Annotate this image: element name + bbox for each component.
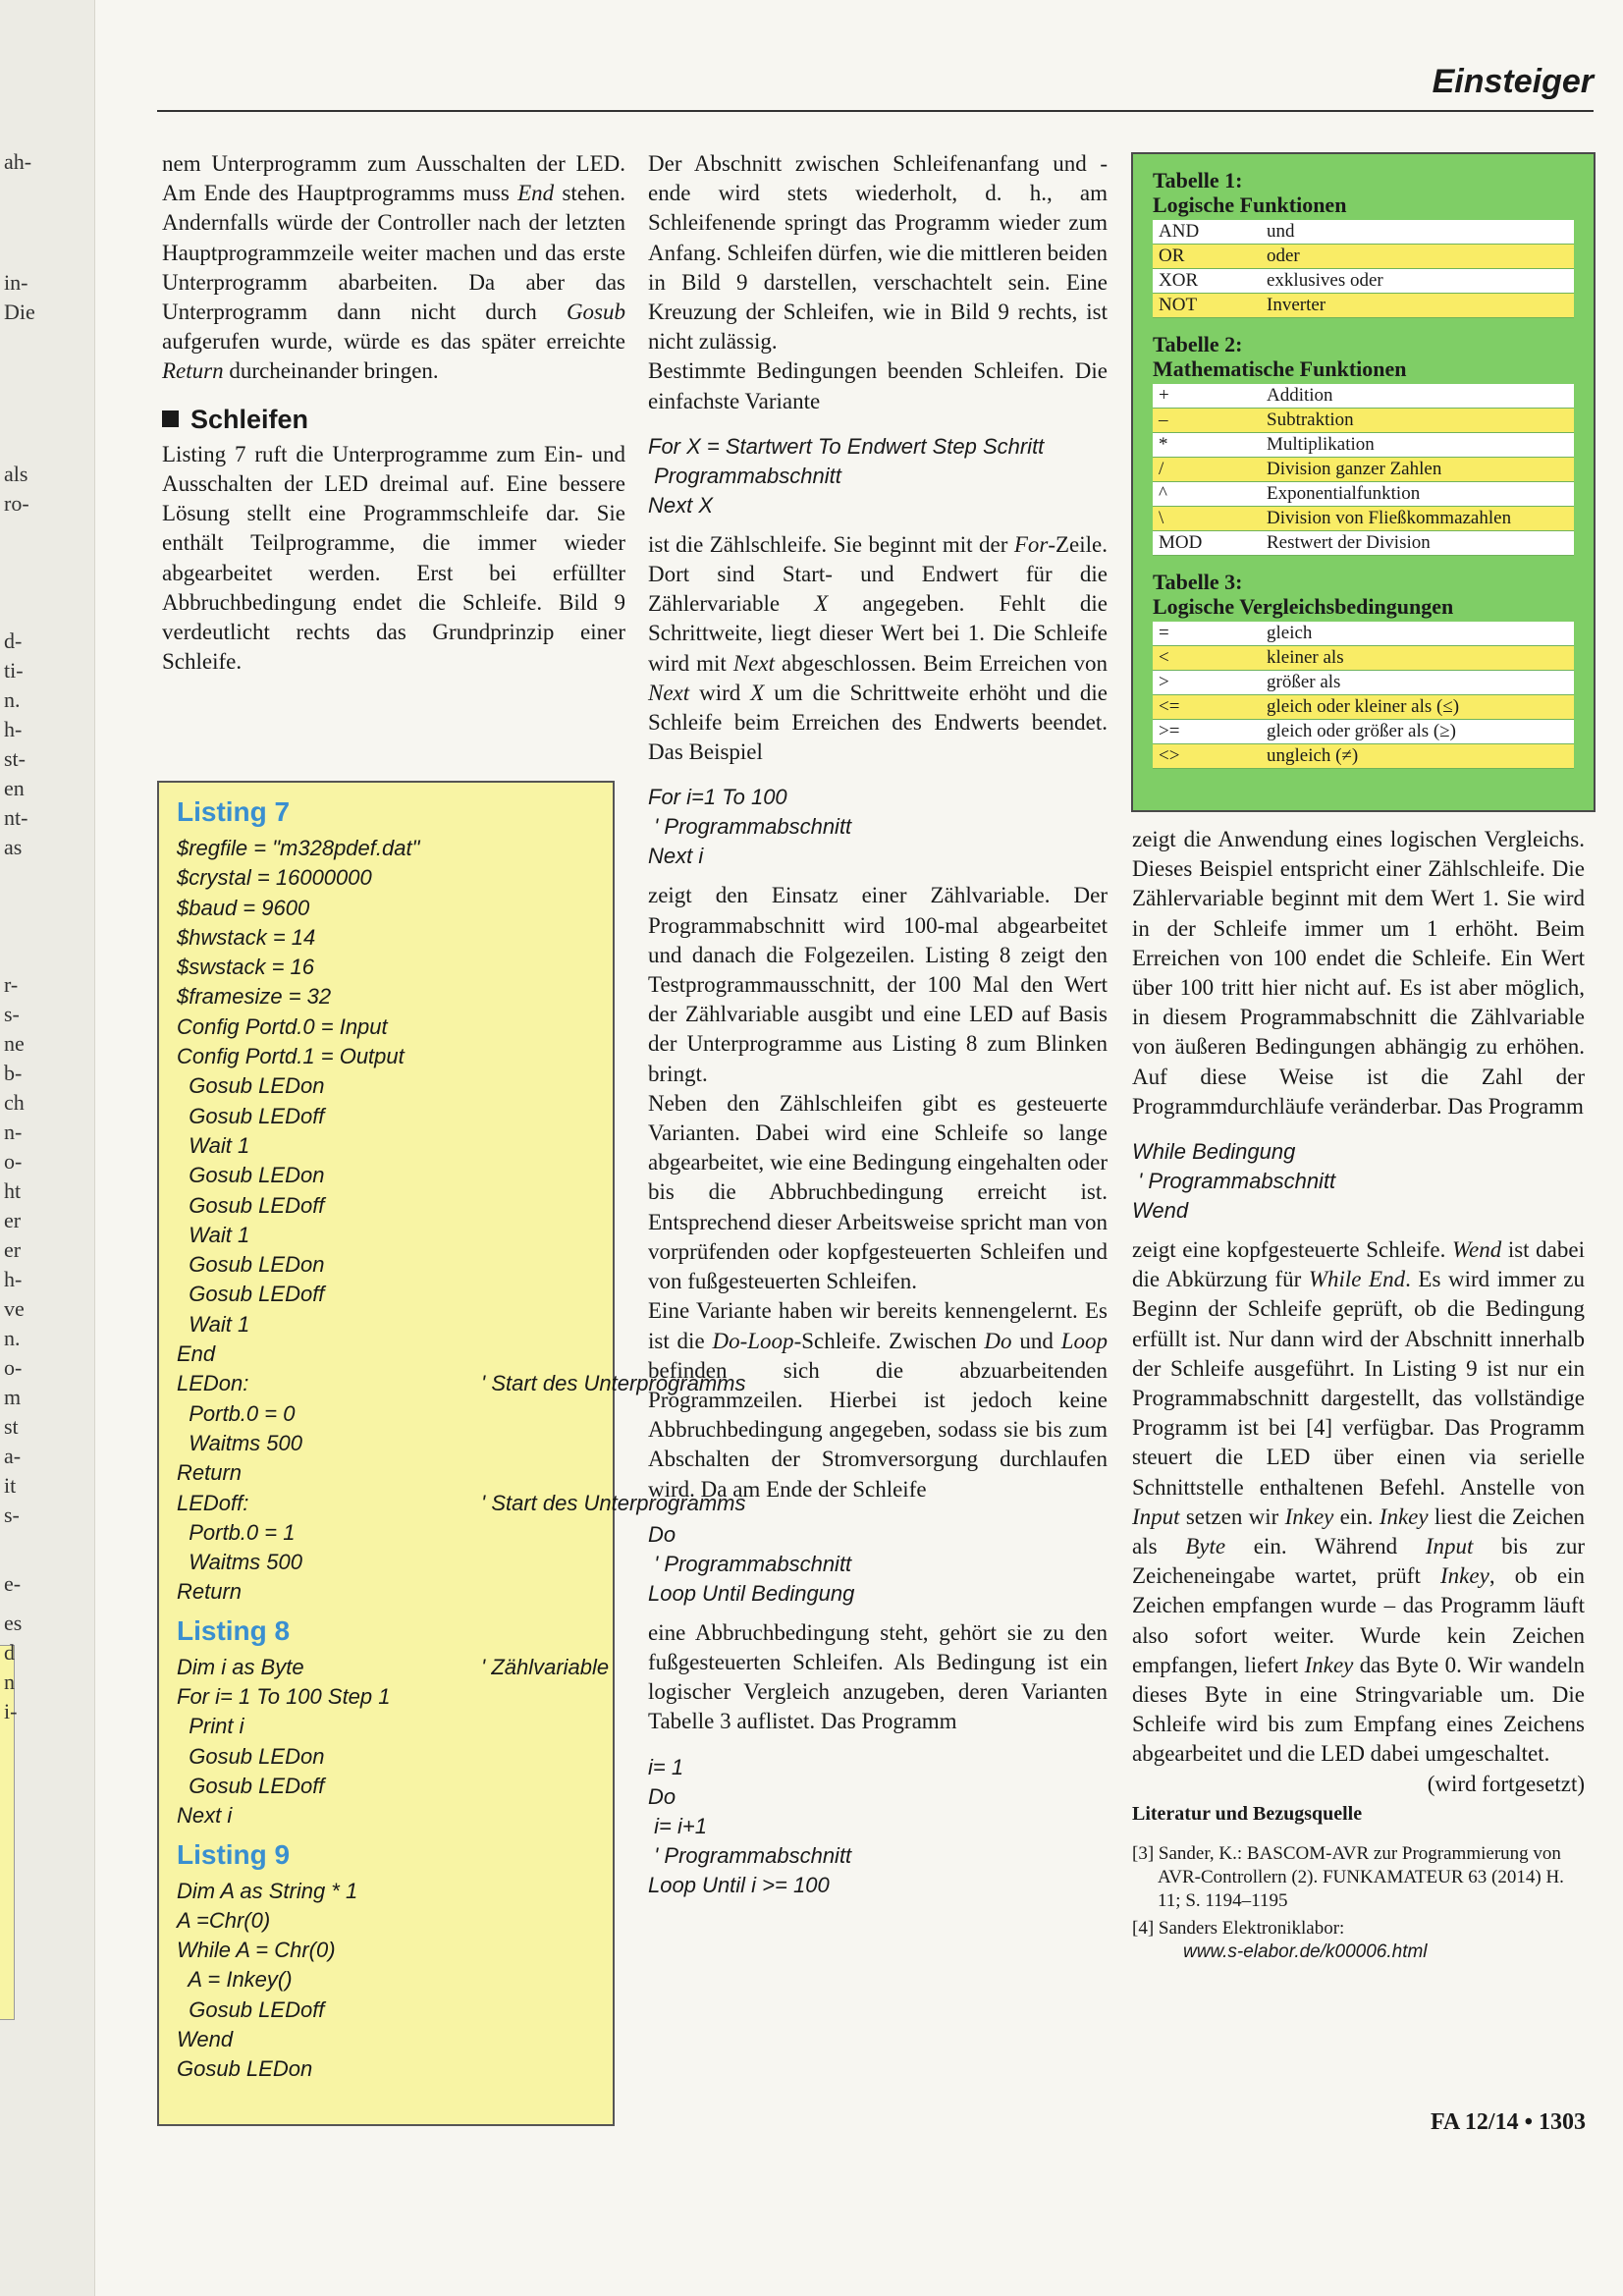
table-row xyxy=(1153,671,1574,695)
code-comment: ' Zählvariable xyxy=(481,1654,610,1679)
code-line: While A = Chr(0) xyxy=(177,1938,336,1963)
code-line: For i=1 To 100 xyxy=(648,785,787,810)
table-1 xyxy=(1153,220,1574,318)
listing-7-code xyxy=(177,834,613,1369)
code-line: Portb.0 = 0 xyxy=(177,1400,296,1426)
square-bullet-icon xyxy=(162,410,179,427)
gutter-fragment: ht xyxy=(4,1178,22,1203)
paragraph: zeigt eine kopfgesteuerte Schleife. Wend ist dabei die Abkürzung für While End. Es wird immer zu Beginn der Schleife geprüft, ob die Bedingung erfüllt ist. Nur dann wird der Abschnitt innerhalb der Schleife ausgeführt. In Listing 9 ist nur ein Programmabschnitt dargestellt, das vollständige Programm ist bei [4] verfügbar. Das Programm steuert die LED über einen via serielle Schnittstelle enthaltenen Befehl. Anstelle von Input setzen wir Inkey ein. Inkey liest die Zeichen als Byte ein. Während Input bis zur Zeicheneingabe wartet, prüft Inkey, ob ein Zeichen empfangen wurde – das Programm läuft also sofort weiter. Wurde kein Zeichen empfangen, liefert Inkey das Byte 0. Wir wandeln dieses Byte in eine Stringvariable um. Die Schleife wird bis zum Empfang eines Zeichens abgearbeitet und die LED dabei umgeschaltet. (wird fortgesetzt) xyxy=(1132,1235,1585,1770)
code-line: i= 1 xyxy=(648,1754,684,1779)
table-cell-description: gleich xyxy=(1261,622,1574,646)
gutter-fragment: er xyxy=(4,1237,22,1262)
code-line: Do xyxy=(648,1783,676,1809)
table-cell-symbol: XOR xyxy=(1153,269,1261,294)
table-1-title: Tabelle 1: Logische Funktionen xyxy=(1153,168,1347,217)
header-rule xyxy=(157,110,1594,112)
table-row xyxy=(1153,433,1574,458)
code-line: i= i+1 xyxy=(648,1813,707,1838)
table-cell-description: Restwert der Division xyxy=(1261,531,1574,556)
code-line: ' Programmabschnitt xyxy=(1132,1169,1336,1194)
table-cell-symbol: / xyxy=(1153,458,1261,482)
code-line: Loop Until Bedingung xyxy=(648,1580,855,1606)
gutter-fragment: n. xyxy=(4,687,21,712)
code-line: Wait 1 xyxy=(177,1132,250,1158)
code-line: Waitms 500 xyxy=(177,1550,302,1575)
code-line: A = Inkey() xyxy=(177,1967,293,1993)
code-block xyxy=(1132,1137,1585,1226)
table-2-title: Tabelle 2: Mathematische Funktionen xyxy=(1153,332,1407,381)
gutter-fragment: o- xyxy=(4,1355,23,1380)
code-line: Do xyxy=(648,1521,676,1547)
code-line: LEDon: ' Start des Unterprogramms xyxy=(177,1369,613,1398)
code-line: Gosub LEDon xyxy=(177,1163,325,1188)
gutter-fragment: it xyxy=(4,1473,17,1498)
code-line: Return xyxy=(177,1460,243,1486)
code-line: $hwstack = 14 xyxy=(177,924,316,950)
table-cell-symbol: <> xyxy=(1153,744,1261,769)
code-line: While Bedingung xyxy=(1132,1139,1296,1165)
table-row xyxy=(1153,220,1574,245)
code-comment: ' Start des Unterprogramms xyxy=(481,1490,746,1515)
table-cell-description: größer als xyxy=(1261,671,1574,695)
table-cell-description: Addition xyxy=(1261,384,1574,409)
table-3 xyxy=(1153,622,1574,769)
table-row xyxy=(1153,646,1574,671)
code-line: Gosub LEDon xyxy=(177,1743,325,1769)
code-line: Gosub LEDon xyxy=(177,2056,313,2082)
references xyxy=(1132,1842,1585,1964)
column-3 xyxy=(1132,825,1585,1968)
code-comment: ' Start des Unterprogramms xyxy=(481,1371,746,1396)
table-cell-symbol: \ xyxy=(1153,507,1261,531)
code-line: LEDoff: ' Start des Unterprogramms xyxy=(177,1489,613,1518)
table-cell-description: kleiner als xyxy=(1261,646,1574,671)
code-line: Gosub LEDoff xyxy=(177,1192,325,1218)
code-line: Next X xyxy=(648,492,714,518)
code-line: For i= 1 To 100 Step 1 xyxy=(177,1684,391,1710)
code-line: Gosub LEDon xyxy=(177,1252,325,1278)
paragraph: Eine Variante haben wir bereits kennengelernt. Es ist die Do-Loop-Schleife. Zwischen Do und Loop befinden sich die abzuarbeitenden Programmzeilen. Hierbei ist jedoch keine Abbruchbedingung angegeben, sodass sie bis zum Abschalten der Stromversorgung durchlaufen wird. Da am Ende der Schleife xyxy=(648,1298,1109,1502)
gutter-fragment: b- xyxy=(4,1061,23,1085)
code-line: End xyxy=(177,1341,216,1367)
gutter-fragment: ah- xyxy=(4,149,32,174)
code-line: Wait 1 xyxy=(177,1311,250,1337)
paragraph: Der Abschnitt zwischen Schleifenanfang und -ende wird stets wiederholt, d. h., am Schleifenende springt das Programm wieder zum Anfang. Schleifen dürfen, wie die mittleren beiden in Bild 9 darstellen, verschachtelt sein. Eine Kreuzung der Schleifen, wie in Bild 9 rechts, ist nicht zulässig. xyxy=(648,151,1108,355)
table-cell-description: Subtraktion xyxy=(1261,409,1574,433)
gutter-fragment: en xyxy=(4,776,25,800)
table-row xyxy=(1153,720,1574,744)
gutter-fragment: ch xyxy=(4,1090,25,1115)
gutter-fragment: d xyxy=(4,1640,15,1665)
code-line: Print i xyxy=(177,1714,244,1739)
code-line: Wend xyxy=(1132,1198,1189,1224)
code-line: For X = Startwert To Endwert Step Schritt xyxy=(648,433,1045,459)
table-cell-description: und xyxy=(1261,220,1574,245)
code-line: Wait 1 xyxy=(177,1222,250,1247)
code-line: Dim A as String * 1 xyxy=(177,1878,358,1903)
table-cell-symbol: NOT xyxy=(1153,294,1261,318)
paragraph: eine Abbruchbedingung steht, gehört sie zu den fußgesteuerten Schleifen. Als Bedingung ist ein logischer Vergleich anzugeben, deren Varianten Tabelle 3 auflistet. Das Programm xyxy=(648,1619,1108,1734)
gutter-fragment: a- xyxy=(4,1444,22,1468)
paragraph: zeigt den Einsatz einer Zählvariable. Der Programmabschnitt wird 100-mal abgearbeitet und danach die Folgezeilen. Listing 8 zeigt den Testprogrammausschnitt, der 100 Mal den Wert der Zählvariable ausgibt und eine LED auf Basis der Unterprogramme aus Listing 8 zum Blinken bringt. xyxy=(648,883,1108,1086)
table-row xyxy=(1153,622,1574,646)
code-block xyxy=(648,783,1108,871)
table-cell-description: Division ganzer Zahlen xyxy=(1261,458,1574,482)
gutter-fragment: Die xyxy=(4,300,35,324)
code-line: $framesize = 32 xyxy=(177,984,332,1010)
table-cell-symbol: MOD xyxy=(1153,531,1261,556)
table-row xyxy=(1153,294,1574,318)
table-row xyxy=(1153,531,1574,556)
code-line: ' Programmabschnitt xyxy=(648,814,852,840)
table-cell-symbol: * xyxy=(1153,433,1261,458)
code-line: Programmabschnitt xyxy=(648,463,841,488)
gutter-fragment: r- xyxy=(4,972,19,997)
code-line: Return xyxy=(177,1579,243,1605)
listing-9-title: Listing 9 xyxy=(177,1838,291,1870)
gutter-fragment: n- xyxy=(4,1120,23,1144)
table-row xyxy=(1153,458,1574,482)
gutter-fragment: st xyxy=(4,1414,19,1439)
code-line: Gosub LEDoff xyxy=(177,1996,325,2022)
previous-page-gutter xyxy=(0,0,95,2296)
gutter-fragment: ti- xyxy=(4,658,24,683)
paragraph: Neben den Zählschleifen gibt es gesteuerte Varianten. Dabei wird eine Schleife so lange abgearbeitet, wie eine Bedingung eingehalten oder bis die Abbruchbedingung erreicht ist. Entsprechend dieser Arbeitsweise spricht man von vorprüfenden oder kopfgesteuerten Schleifen und von fußgesteuerten Schleifen. xyxy=(648,1090,1108,1294)
code-line: Config Portd.0 = Input xyxy=(177,1013,388,1039)
table-cell-description: gleich oder größer als (≥) xyxy=(1261,720,1574,744)
table-row xyxy=(1153,482,1574,507)
code-line: ' Programmabschnitt xyxy=(648,1551,852,1576)
table-cell-symbol: > xyxy=(1153,671,1261,695)
code-line: $regfile = "m328pdef.dat" xyxy=(177,836,420,860)
code-line: $baud = 9600 xyxy=(177,895,310,920)
table-2 xyxy=(1153,384,1574,556)
paragraph: zeigt die Anwendung eines logischen Vergleichs. Dieses Beispiel entspricht einer Zählschleife. Die Zählervariable beginnt mit dem Wert 1. Sie wird in der Schleife immer um 1 erhöht. Beim Erreichen von 100 endet die Schleife. Ein Wert über 100 tritt hier nicht auf. Es ist aber möglich, in diesem Programmabschnitt die Zählvariable von äußeren Bedingungen abhängig zu erhöhen. Auf diese Weise ist die Zahl der Programmdurchläufe veränderbar. Das Programm xyxy=(1132,827,1585,1119)
paragraph: Listing 7 ruft die Unterprogramme zum Ein- und Ausschalten der LED dreimal auf. Eine bessere Lösung stellt eine Programmschleife dar. Sie enthält Teilprogramme, die immer wieder abgearbeitet werden. Erst bei erfüllter Abbruchbedingung endet die Schleife. Bild 9 verdeutlicht rechts das Grundprinzip einer Schleife. xyxy=(162,441,625,675)
table-cell-description: Exponentialfunktion xyxy=(1261,482,1574,507)
gutter-fragment: s- xyxy=(4,1002,20,1026)
gutter-fragment: m xyxy=(4,1385,22,1409)
column-2 xyxy=(648,149,1108,1910)
code-line: Gosub LEDoff xyxy=(177,1282,325,1307)
listing-7-ledoff-body xyxy=(177,1518,613,1608)
table-cell-symbol: AND xyxy=(1153,220,1261,245)
listing-7-ledon-body xyxy=(177,1399,613,1489)
gutter-fragment: i- xyxy=(4,1699,18,1723)
gutter-fragment: ne xyxy=(4,1031,25,1056)
column-1 xyxy=(162,149,625,677)
gutter-fragment: in- xyxy=(4,270,28,295)
code-line: $crystal = 16000000 xyxy=(177,865,372,891)
table-cell-description: ungleich (≠) xyxy=(1261,744,1574,769)
gutter-fragment: h- xyxy=(4,1267,23,1291)
listing-9-code xyxy=(177,1877,613,2085)
code-line: $swstack = 16 xyxy=(177,955,315,980)
reference-item: [4] Sanders Elektroniklabor: www.s-elabor.de/k00006.html xyxy=(1132,1917,1428,1962)
gutter-fragment: as xyxy=(4,835,23,859)
code-line: Next i xyxy=(648,844,704,869)
code-line: Loop Until i >= 100 xyxy=(648,1872,830,1897)
table-cell-description: Division von Fließkommazahlen xyxy=(1261,507,1574,531)
table-cell-description: gleich oder kleiner als (≤) xyxy=(1261,695,1574,720)
table-cell-symbol: = xyxy=(1153,622,1261,646)
listing-8-code xyxy=(177,1682,613,1831)
code-line: ' Programmabschnitt xyxy=(648,1842,852,1868)
table-cell-description: Inverter xyxy=(1261,294,1574,318)
table-cell-symbol: + xyxy=(1153,384,1261,409)
code-block xyxy=(648,1520,1108,1609)
paragraph: ist die Zählschleife. Sie beginnt mit der For-Zeile. Dort sind Start- und Endwert für die Zählervariable X angegeben. Fehlt die Schrittweite, liegt dieser Wert bei 1. Die Schleife wird mit Next abgeschlossen. Beim Erreichen von Next wird X um die Schrittweite erhöht und die Schleife beim Erreichen des Endwerts beendet. Das Beispiel xyxy=(648,531,1108,765)
listing-7-title: Listing 7 xyxy=(177,796,291,827)
gutter-fragment: st- xyxy=(4,746,26,771)
table-cell-description: Multiplikation xyxy=(1261,433,1574,458)
code-line: Dim i as Byte ' Zählvariable xyxy=(177,1653,613,1682)
code-block xyxy=(648,1753,1108,1900)
table-cell-description: oder xyxy=(1261,245,1574,269)
section-title: Einsteiger xyxy=(1432,63,1594,100)
code-line: Gosub LEDoff xyxy=(177,1103,325,1128)
code-line: Gosub LEDon xyxy=(177,1073,325,1099)
code-line: Next i xyxy=(177,1803,233,1829)
table-cell-symbol: OR xyxy=(1153,245,1261,269)
gutter-fragment: als xyxy=(4,462,28,486)
continued-note: (wird fortgesetzt) xyxy=(1427,1771,1585,1796)
table-row xyxy=(1153,507,1574,531)
gutter-fragment: e- xyxy=(4,1571,22,1596)
table-cell-symbol: ^ xyxy=(1153,482,1261,507)
table-cell-symbol: < xyxy=(1153,646,1261,671)
gutter-fragment: ro- xyxy=(4,491,29,516)
section-heading: Schleifen xyxy=(162,405,625,434)
gutter-fragment: s- xyxy=(4,1503,20,1527)
references-title: Literatur und Bezugsquelle xyxy=(1132,1802,1363,1825)
table-cell-symbol: – xyxy=(1153,409,1261,433)
code-line: Portb.0 = 1 xyxy=(177,1519,296,1545)
table-cell-symbol: >= xyxy=(1153,720,1261,744)
table-row xyxy=(1153,269,1574,294)
table-row xyxy=(1153,744,1574,769)
gutter-fragment: d- xyxy=(4,629,23,653)
table-cell-symbol: <= xyxy=(1153,695,1261,720)
code-line: A =Chr(0) xyxy=(177,1907,271,1933)
gutter-fragment: o- xyxy=(4,1149,23,1174)
code-block xyxy=(648,432,1108,520)
table-3-title: Tabelle 3: Logische Vergleichsbedingungen xyxy=(1153,570,1454,619)
reference-item: [3] Sander, K.: BASCOM-AVR zur Programmierung von AVR-Controllern (2). FUNKAMATEUR 63 (2014) H. 11; S. 1194–1195 xyxy=(1132,1842,1564,1911)
gutter-fragment: es xyxy=(4,1611,23,1635)
gutter-fragment: n. xyxy=(4,1326,21,1350)
code-line: Wend xyxy=(177,2026,234,2051)
code-line: Waitms 500 xyxy=(177,1430,302,1455)
listing-8-title: Listing 8 xyxy=(177,1614,291,1646)
gutter-fragment: n xyxy=(4,1669,15,1694)
reference-url: www.s-elabor.de/k00006.html xyxy=(1183,1941,1428,1962)
gutter-fragment: h- xyxy=(4,717,23,741)
table-row xyxy=(1153,384,1574,409)
table-row xyxy=(1153,245,1574,269)
paragraph: Bestimmte Bedingungen beenden Schleifen. Die einfachste Variante xyxy=(648,358,1108,413)
gutter-fragment: nt- xyxy=(4,805,28,830)
code-line: Gosub LEDoff xyxy=(177,1773,325,1798)
gutter-fragment: er xyxy=(4,1208,22,1232)
table-cell-description: exklusives oder xyxy=(1261,269,1574,294)
code-line: Config Portd.1 = Output xyxy=(177,1044,405,1069)
gutter-fragment: ve xyxy=(4,1296,25,1321)
tables-box xyxy=(1131,152,1596,812)
intro-paragraph: nem Unterprogramm zum Ausschalten der LED. Am Ende des Hauptprogramms muss End stehen. Andernfalls würde der Controller nach der letzten Hauptprogrammzeile weiter machen und das erste Unterprogramm abarbeiten. Da aber das Unterprogramm dann nicht durch Gosub aufgerufen wurde, würde es das später erreichte Return durcheinander bringen. xyxy=(162,151,625,384)
table-row xyxy=(1153,695,1574,720)
table-row xyxy=(1153,409,1574,433)
page-footer: FA 12/14 • 1303 xyxy=(1431,2109,1586,2135)
